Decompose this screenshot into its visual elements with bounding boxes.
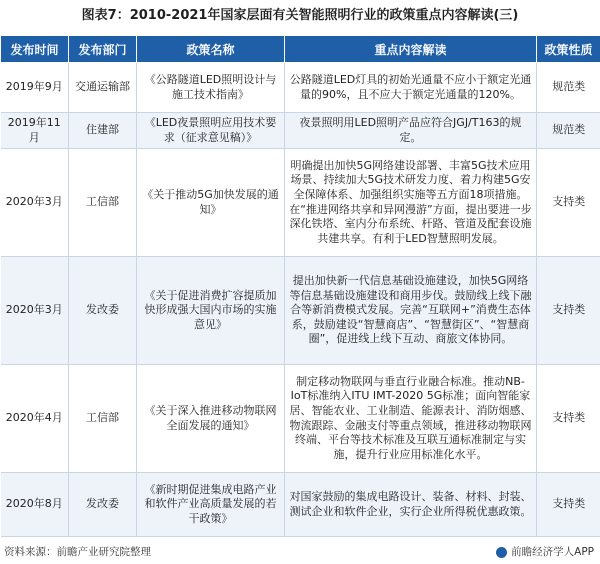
cell-name: 《LED夜景照明应用技术要求（征求意见稿）》: [137, 113, 285, 149]
table-row: [1, 257, 600, 365]
brand-logo-icon: [496, 547, 507, 558]
cell-content: 公路隧道LED灯具的初始光通量不应小于额定光通量的90%，且不应大于额定光通量的120%。: [285, 63, 537, 113]
cell-date: 2020年8月: [1, 473, 69, 537]
cell-name: 《新时期促进集成电路产业和软件产业高质量发展的若干政策》: [137, 473, 285, 537]
cell-content: 提出加快新一代信息基础设施建设，加快5G网络等信息基础设施建设和商用步伐。鼓励线上线下融合等新消费模式发展。完善“互联网+”消费生态体系，鼓励建设“智慧商店”、“智慧街区”、“智慧商圈”，促进线上线下互动、商旅文体协同。: [285, 257, 537, 365]
cell-dept: 发改委: [69, 257, 137, 365]
table-row: [1, 365, 600, 473]
table-row: [1, 149, 600, 257]
table-row: [1, 63, 600, 113]
cell-dept: 工信部: [69, 149, 137, 257]
cell-date: 2019年9月: [1, 63, 69, 113]
cell-content: 夜景照明用LED照明产品应符合JGJ/T163的规定。: [285, 113, 537, 149]
page-title: 图表7：2010-2021年国家层面有关智能照明行业的政策重点内容解读(三): [81, 8, 519, 23]
cell-dept: 交通运输部: [69, 63, 137, 113]
policy-table: [0, 35, 600, 537]
footer: [0, 542, 600, 562]
cell-content: 明确提出加快5G网络建设部署、丰富5G技术应用场景、持续加大5G技术研发力度、着力构建5G安全保障体系、加强组织实施等五方面18项措施。在“推进网络共享和异网漫游”方面，提出要进一步深化铁塔、室内分布系统、杆路、管道及配套设施共建共享。有利于LED智慧照明发展。: [285, 149, 537, 257]
cell-type: 支持类: [537, 257, 600, 365]
cell-content: 制定移动物联网与垂直行业融合标准。推动NB-IoT标准纳入ITU IMT-2020 5G标准；面向智能家居、智能农业、工业制造、能源表计、消防烟感、物流跟踪、金融支付等重点领域，推进移动物联网终端、平台等技术标准及互联互通标准制定与实施，提升行业应用标准化水平。: [285, 365, 537, 473]
table-header-row: [1, 36, 600, 63]
cell-dept: 工信部: [69, 365, 137, 473]
cell-date: 2020年4月: [1, 365, 69, 473]
source-note: 资料来源：前瞻产业研究院整理: [4, 546, 151, 558]
cell-dept: 住建部: [69, 113, 137, 149]
cell-name: 《关于促进消费扩容提质加快形成强大国内市场的实施意见》: [137, 257, 285, 365]
cell-type: 支持类: [537, 473, 600, 537]
cell-date: 2020年3月: [1, 149, 69, 257]
header-name: 政策名称: [137, 36, 285, 63]
cell-date: 2019年11月: [1, 113, 69, 149]
cell-type: 支持类: [537, 149, 600, 257]
header-date: 发布时间: [1, 36, 69, 63]
cell-date: 2020年3月: [1, 257, 69, 365]
cell-name: 《关于推动5G加快发展的通知》: [137, 149, 285, 257]
table-row: [1, 113, 600, 149]
table-row: [1, 473, 600, 537]
cell-type: 规范类: [537, 63, 600, 113]
cell-content: 对国家鼓励的集成电路设计、装备、材料、封装、测试企业和软件企业，实行企业所得税优惠政策。: [285, 473, 537, 537]
cell-name: 《关于深入推进移动物联网全面发展的通知》: [137, 365, 285, 473]
brand: [496, 542, 594, 562]
header-type: 政策性质: [537, 36, 600, 63]
brand-label: 前瞻经济学人APP: [511, 546, 594, 558]
header-dept: 发布部门: [69, 36, 137, 63]
cell-type: 规范类: [537, 113, 600, 149]
cell-dept: 发改委: [69, 473, 137, 537]
header-content: 重点内容解读: [285, 36, 537, 63]
cell-type: 支持类: [537, 365, 600, 473]
cell-name: 《公路隧道LED照明设计与施工技术指南》: [137, 63, 285, 113]
